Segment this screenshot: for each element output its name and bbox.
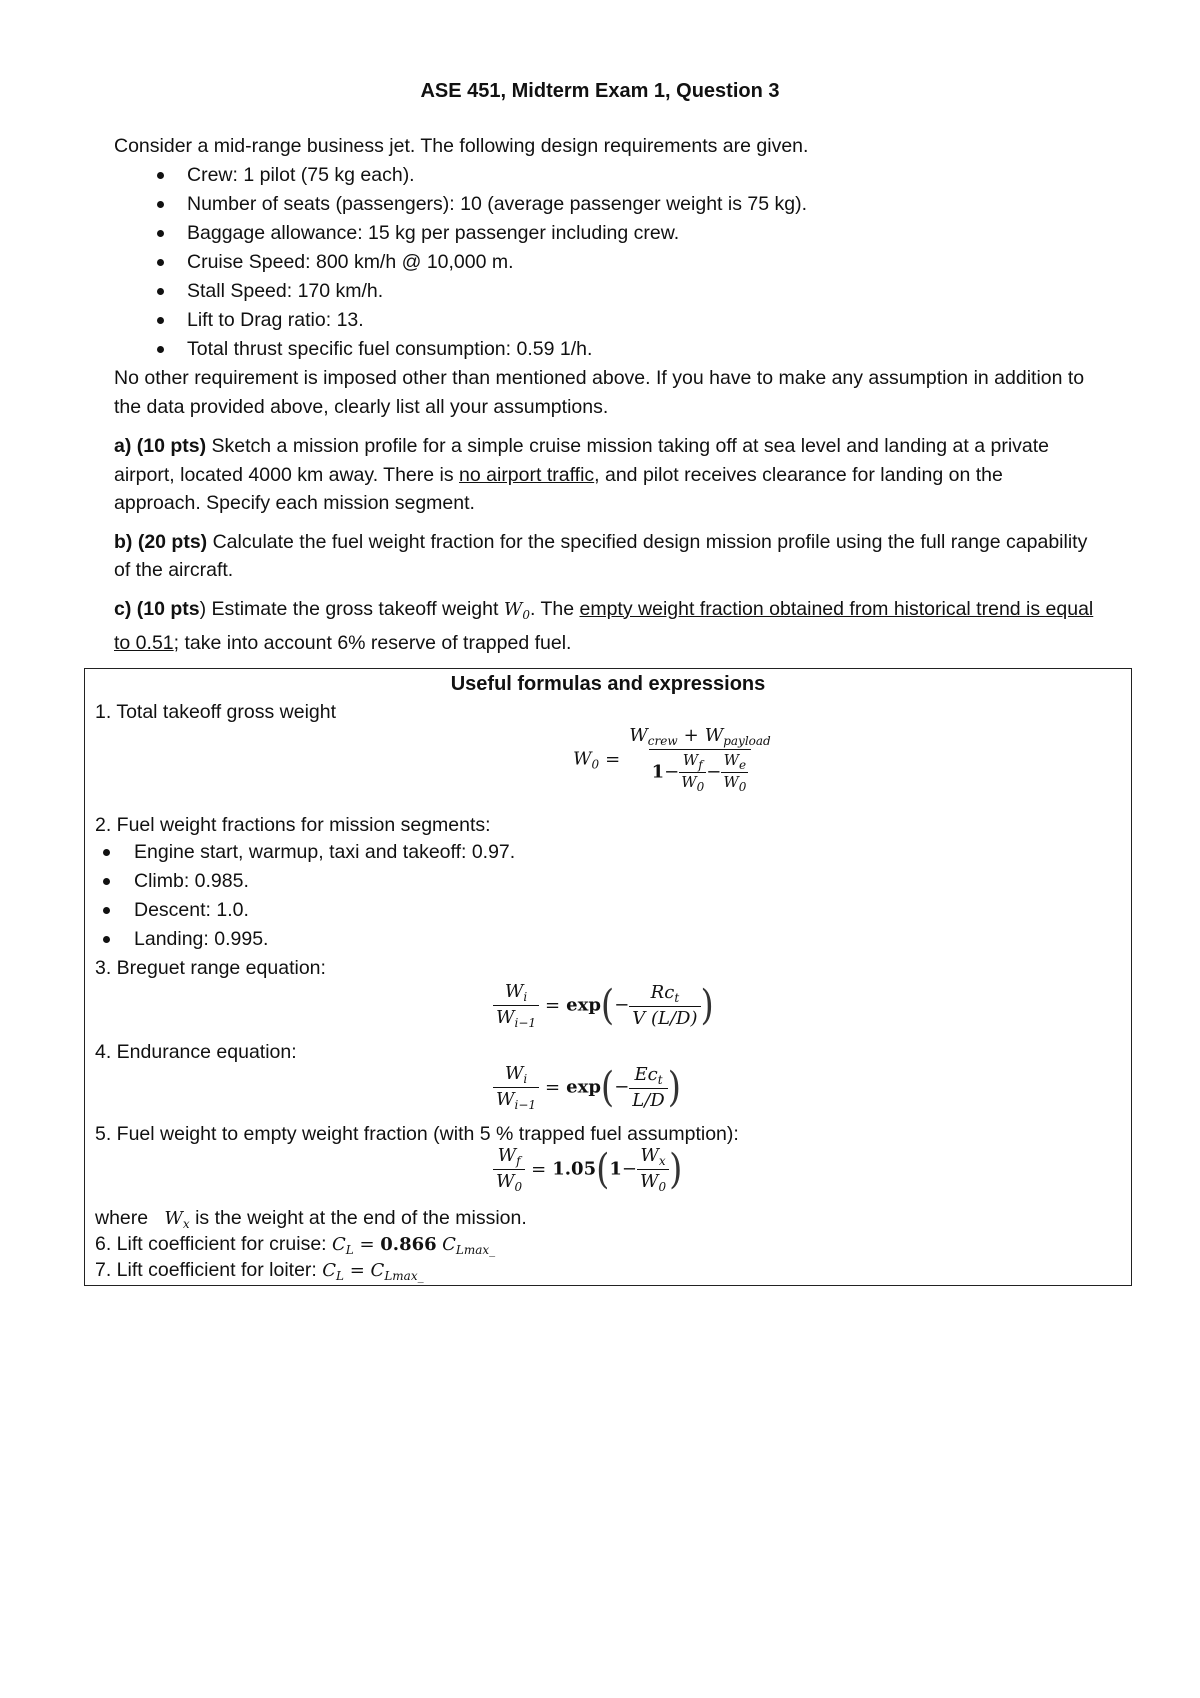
formula-item-7: 7. Lift coefficient for loiter: $C_L = C_{Lmax\_}$ xyxy=(95,1259,424,1283)
formula-item-5: 5. Fuel weight to empty weight fraction (with 5 % trapped fuel assumption): xyxy=(95,1123,739,1145)
formulas-box xyxy=(84,668,1132,1286)
list-item: Crew: 1 pilot (75 kg each). xyxy=(114,161,1094,190)
list-item: Number of seats (passengers): 10 (average passenger weight is 75 kg). xyxy=(114,190,1094,219)
formulas-heading: Useful formulas and expressions xyxy=(450,673,766,695)
part-a-underlined: no airport traffic xyxy=(459,463,595,486)
list-item: Landing: 0.995. xyxy=(61,925,515,954)
assumption-note: No other requirement is imposed other than mentioned above. If you have to make any assumption in addition to the data provided above, clearly list all your assumptions. xyxy=(114,367,1085,418)
endurance-formula: $\frac{W_i}{W_{i-1}}$ = exp(− $\frac{Ec_t}{L/D}$ ) xyxy=(493,1063,681,1112)
part-c-text-2: . The xyxy=(529,597,580,620)
formula-item-6: 6. Lift coefficient for cruise: $C_L = 0.866$ $C_{Lmax\_}$ xyxy=(95,1233,496,1257)
where-note: where $W_x$ is the weight at the end of the mission. xyxy=(95,1207,527,1231)
list-item: Climb: 0.985. xyxy=(61,867,515,896)
intro-text: Consider a mid-range business jet. The following design requirements are given. xyxy=(114,135,809,157)
list-item: Descent: 1.0. xyxy=(61,896,515,925)
part-c-underlined: empty weight fraction obtained from historical trend is equal to 0.51 xyxy=(114,597,1094,654)
formula-item-4: 4. Endurance equation: xyxy=(95,1041,297,1063)
part-c xyxy=(114,595,1094,658)
part-b xyxy=(114,528,1094,585)
list-item: Lift to Drag ratio: 13. xyxy=(114,306,1094,335)
question-body xyxy=(114,132,1094,658)
part-a-text-2: , and pilot receives clearance for landing on the approach. Specify each mission segment. xyxy=(114,463,1003,514)
part-a-text-1: Sketch a mission profile for a simple cruise mission taking off at sea level and landing at a private airport, located 4000 km away. There is xyxy=(114,435,1050,486)
gross-weight-formula: $W_0$ = $W_{crew} + W_{payload}$ 1− $\frac{W_f}{W_0}$ − $\frac{W_e}{W_0}$ xyxy=(573,725,771,794)
part-a-label: a) (10 pts) xyxy=(114,435,207,457)
part-b-text: Calculate the fuel weight fraction for the specified design mission profile using the full range capability of the aircraft. xyxy=(114,530,1088,581)
list-item: Engine start, warmup, taxi and takeoff: 0.97. xyxy=(61,838,515,867)
part-c-label-tail: ) xyxy=(199,597,207,620)
list-item: Total thrust specific fuel consumption: 0.59 1/h. xyxy=(114,335,1094,364)
list-item: Baggage allowance: 15 kg per passenger including crew. xyxy=(114,219,1094,248)
list-item: Cruise Speed: 800 km/h @ 10,000 m. xyxy=(114,248,1094,277)
fuel-fraction-formula: $\frac{W_f}{W_0}$ = 1.05(1− $\frac{W_x}{W_0}$ ) xyxy=(493,1145,682,1194)
breguet-range-formula: $\frac{W_i}{W_{i-1}}$ = exp(− $\frac{Rc_t}{V (L/D)}$ ) xyxy=(493,981,714,1030)
page-title: ASE 451, Midterm Exam 1, Question 3 xyxy=(420,80,780,102)
list-item: Stall Speed: 170 km/h. xyxy=(114,277,1094,306)
part-c-text-1: Estimate the gross takeoff weight xyxy=(206,597,504,620)
segment-fractions-list xyxy=(61,838,515,954)
part-b-label: b) (20 pts) xyxy=(114,530,208,553)
part-a xyxy=(114,432,1094,518)
formula-item-2: 2. Fuel weight fractions for mission segments: xyxy=(95,814,491,836)
part-c-label: c) (10 pts xyxy=(114,597,200,620)
formula-item-1: 1. Total takeoff gross weight xyxy=(95,701,337,723)
part-c-text-3: ; take into account 6% reserve of trapped fuel. xyxy=(173,632,572,654)
requirements-list xyxy=(114,161,1094,364)
formula-item-3: 3. Breguet range equation: xyxy=(95,957,326,979)
gross-weight-symbol: $W_0$ xyxy=(503,598,530,622)
